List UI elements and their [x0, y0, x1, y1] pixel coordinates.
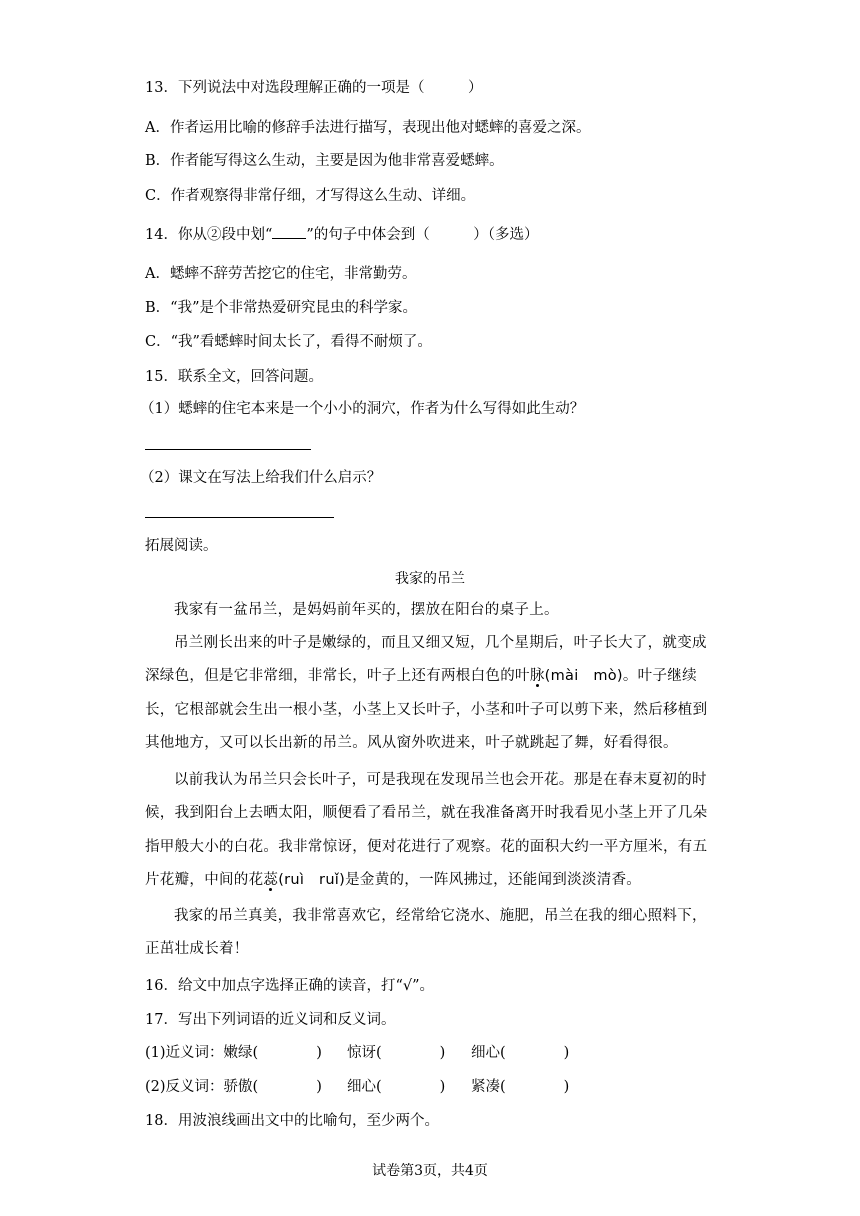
q14-stem-part2: ”的句子中体会到（ ）（多选） [306, 227, 539, 243]
section-label: 拓展阅读。 [145, 538, 218, 554]
q13-option-a: A．作者运用比喻的修辞手法进行描写，表现出他对蟋蟀的喜爱之深。 [145, 120, 591, 136]
page-footer: 试卷第3页，共4页 [372, 1163, 488, 1179]
q14-option-a: A．蟋蟀不辞劳苦挖它的住宅，非常勤劳。 [145, 266, 417, 282]
q15-answer-line-2[interactable] [145, 517, 334, 518]
q17-stem: 17．写出下列词语的近义词和反义词。 [145, 1012, 396, 1028]
q14-option-c: C．“我”看蟋蟀时间太长了，看得不耐烦了。 [145, 334, 432, 350]
q15-stem: 15．联系全文，回答问题。 [145, 369, 323, 385]
essay-paragraph-3 [145, 764, 715, 897]
q17-row2-item2: 细心( ) [347, 1079, 446, 1095]
dotted-char-rui: 蕊 [263, 871, 279, 888]
q14-option-b: B．“我”是个非常热爱研究昆虫的科学家。 [145, 300, 417, 316]
essay-paragraph-2 [145, 627, 715, 760]
q14-stem [145, 225, 539, 245]
essay-paragraph-4: 我家的吊兰真美，我非常喜欢它，经常给它浇水、施肥，吊兰在我的细心照料下，正茁壮成长着！ [145, 908, 707, 958]
essay-paragraph-2-text-a: 吊兰刚长出来的叶子是嫩绿的，而且又细又短，几个星期后，叶子长大了，就变成深绿色，但是它非常细，非常长，叶子上还有两根白色的叶 [145, 635, 707, 685]
q17-row1-item3: 细心( ) [471, 1045, 570, 1061]
q17-row2-item3: 紧凑( ) [471, 1079, 570, 1095]
essay-title: 我家的吊兰 [395, 571, 465, 587]
q13-option-b: B．作者能写得这么生动，主要是因为他非常喜爱蟋蟀。 [145, 153, 504, 169]
q13-option-c: C．作者观察得非常仔细，才写得这么生动、详细。 [145, 188, 476, 204]
dotted-char-mai: 脉 [529, 668, 545, 685]
essay-paragraph-3-text-b: (ruì ruǐ)是金黄的，一阵风拂过，还能闻到淡淡清香。 [278, 871, 642, 888]
q15-sub1: （1）蟋蟀的住宅本来是一个小小的洞穴，作者为什么写得如此生动？ [140, 401, 585, 417]
essay-paragraph-3-text-a: 以前我认为吊兰只会长叶子，可是我现在发现吊兰也会开花。那是在春末夏初的时候，我到阳台上去晒太阳，顺便看了看吊兰，就在我准备离开时我看见小茎上开了几朵指甲般大小的白花。我非常惊讶，便对花进行了观察。花的面积大约一平方厘米，有五片花瓣，中间的花 [145, 772, 708, 888]
essay-paragraph-1: 我家有一盆吊兰，是妈妈前年买的，摆放在阳台的桌子上。 [174, 602, 559, 618]
q13-stem: 13．下列说法中对选段理解正确的一项是（ ） [145, 80, 483, 96]
question-18: 18．用波浪线画出文中的比喻句，至少两个。 [145, 1113, 439, 1129]
q14-stem-part1: 14．你从②段中划“ [145, 227, 273, 243]
essay-paragraph-2-text-b: (mài mò)。叶子继续长，它根部就会生出一根小茎，小茎上又长叶子，小茎和叶子可以剪下来，然后移植到其他地方，又可以长出新的吊兰。风从窗外吹进来，叶子就跳起了舞，好看得很。 [145, 668, 708, 751]
q15-sub2: （2）课文在写法上给我们什么启示？ [140, 470, 382, 486]
q17-row2-item1: (2)反义词：骄傲( ) [145, 1079, 322, 1095]
q17-row1-item1: (1)近义词：嫩绿( ) [145, 1045, 322, 1061]
question-16: 16．给文中加点字选择正确的读音，打“√”。 [145, 978, 435, 994]
q15-answer-line-1[interactable] [145, 449, 311, 450]
q17-row1-item2: 惊讶( ) [347, 1045, 446, 1061]
q14-underline-mark [272, 238, 306, 239]
